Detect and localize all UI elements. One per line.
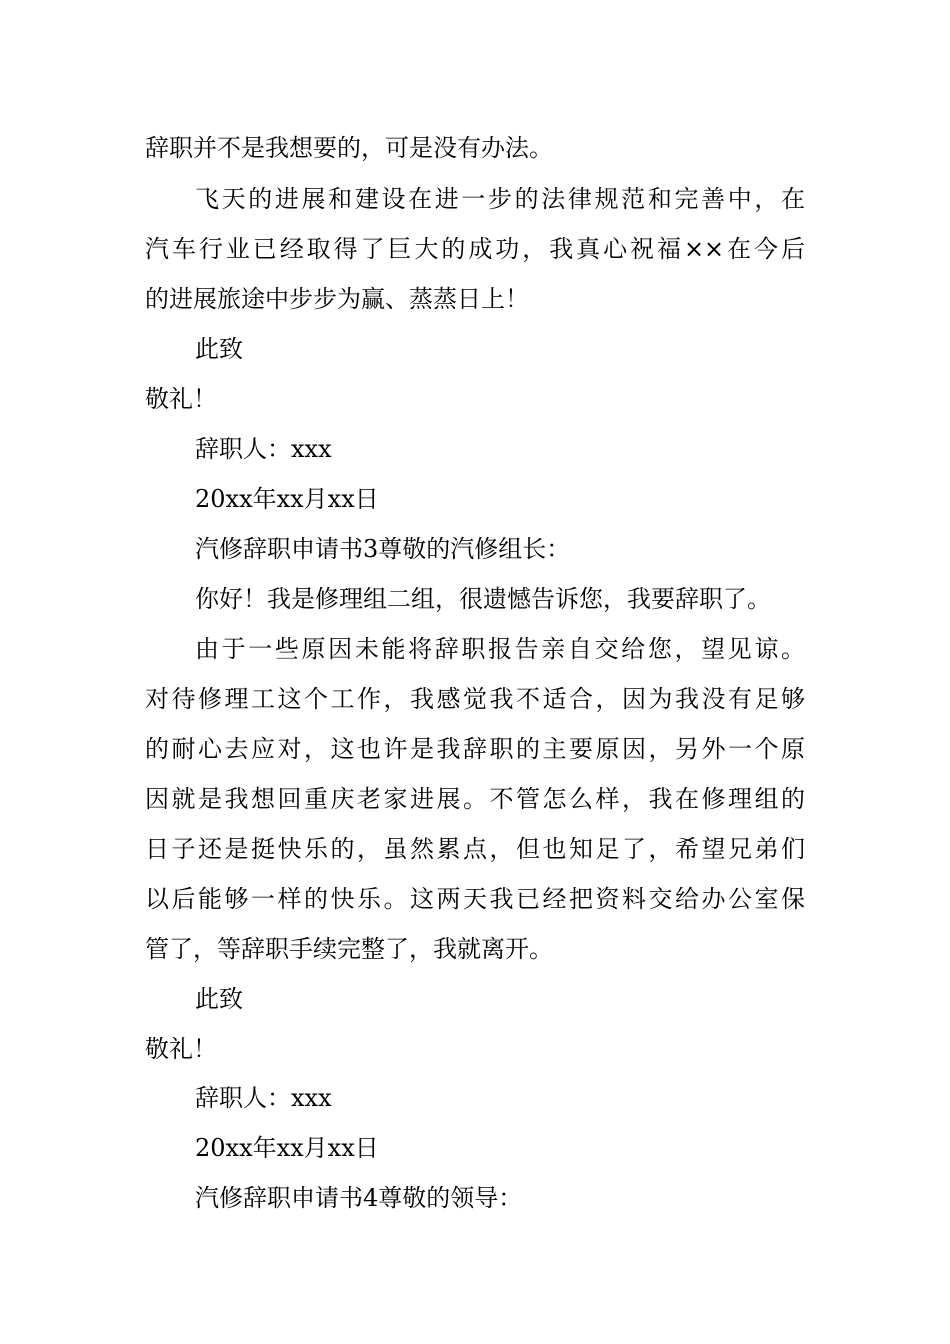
paragraph-line: 汽车行业已经取得了巨大的成功，我真心祝福××在今后 xyxy=(145,235,805,263)
section-heading: 汽修辞职申请书3尊敬的汽修组长： xyxy=(195,535,571,563)
salutation-line: 敬礼！ xyxy=(145,385,217,413)
section-heading: 汽修辞职申请书4尊敬的领导： xyxy=(195,1184,523,1212)
paragraph-line: 的进展旅途中步步为赢、蒸蒸日上！ xyxy=(145,285,529,313)
paragraph-line: 因就是我想回重庆老家进展。不管怎么样，我在修理组的 xyxy=(145,785,805,813)
date-line: 20xx年xx月xx日 xyxy=(195,485,379,513)
paragraph-line: 飞天的进展和建设在进一步的法律规范和完善中，在 xyxy=(195,185,805,213)
date-line: 20xx年xx月xx日 xyxy=(195,1134,379,1162)
closing-line: 此致 xyxy=(195,335,243,363)
signature-line: 辞职人：xxx xyxy=(195,1084,332,1112)
paragraph-line: 的耐心去应对，这也许是我辞职的主要原因，另外一个原 xyxy=(145,735,805,763)
paragraph-line: 管了，等辞职手续完整了，我就离开。 xyxy=(145,935,553,963)
paragraph-line: 辞职并不是我想要的，可是没有办法。 xyxy=(145,134,553,162)
paragraph-line: 由于一些原因未能将辞职报告亲自交给您，望见谅。 xyxy=(195,635,805,663)
paragraph-line: 你好！我是修理组二组，很遗憾告诉您，我要辞职了。 xyxy=(195,585,771,613)
paragraph-line: 对待修理工这个工作，我感觉我不适合，因为我没有足够 xyxy=(145,685,805,713)
closing-line: 此致 xyxy=(195,985,243,1013)
paragraph-line: 日子还是挺快乐的，虽然累点，但也知足了，希望兄弟们 xyxy=(145,835,805,863)
salutation-line: 敬礼！ xyxy=(145,1035,217,1063)
signature-line: 辞职人：xxx xyxy=(195,435,332,463)
paragraph-line: 以后能够一样的快乐。这两天我已经把资料交给办公室保 xyxy=(145,885,805,913)
